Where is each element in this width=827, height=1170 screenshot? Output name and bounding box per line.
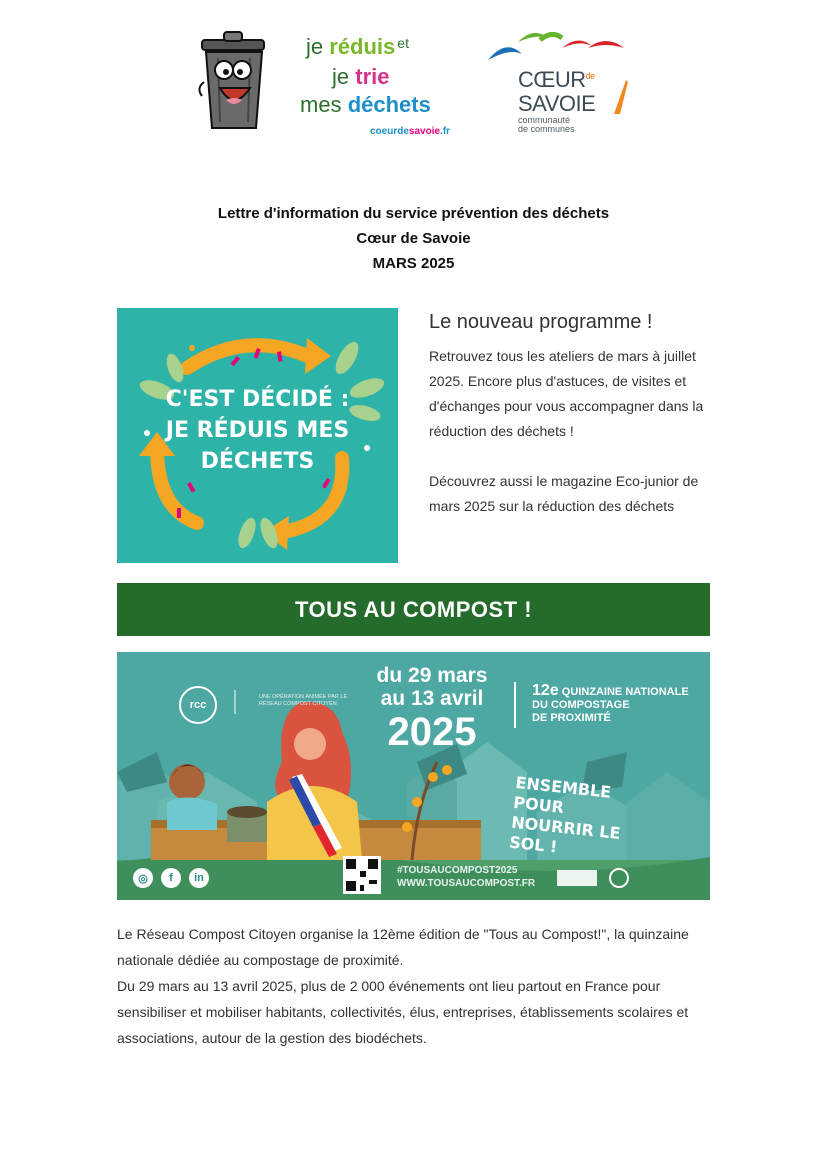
logo-website: coeurdesavoie.fr <box>370 126 451 137</box>
title-line-2: Cœur de Savoie <box>356 230 471 247</box>
facebook-icon[interactable]: f <box>161 868 181 888</box>
cds-name: $CŒUR^{de}$ SAVOIE <box>518 67 596 116</box>
feature-paragraph-1: Retrouvez tous les ateliers de mars à juillet 2025. Encore plus d'astuces, de visites et d'échanges pour vous accompagner dans la réduction des déchets ! <box>429 348 704 439</box>
cest-decide-image-text: C'EST DÉCIDÉ : JE RÉDUIS MES DÉCHETS <box>165 387 350 474</box>
poster-website: WWW.TOUSAUCOMPOST.FR <box>397 878 536 889</box>
tous-au-compost-poster[interactable] <box>117 652 710 900</box>
poster-edition: 12e QUINZAINE NATIONALE DU COMPOSTAGE DE PROXIMITÉ <box>532 682 689 724</box>
poster-dates <box>367 664 497 754</box>
logo-line-3: mes déchets <box>300 92 431 117</box>
poster-organizer-text: UNE OPÉRATION ANIMÉE PAR LE RÉSEAU COMPOST CITOYEN <box>259 694 348 707</box>
poster-hashtag: #TOUSAUCOMPOST2025 WWW.TOUSAUCOMPOST.FR <box>397 865 536 889</box>
cest-decide-program-image[interactable] <box>117 308 398 563</box>
title-line-3: MARS 2025 <box>372 255 455 272</box>
trash-bin-mascot-logo <box>196 30 276 132</box>
compost-description <box>117 921 717 1051</box>
cds-subtitle: communauté de communes <box>518 115 575 134</box>
body-paragraph-2: Du 29 mars au 13 avril 2025, plus de 2 000 événements ont lieu partout en France pour sensibiliser et mobiliser habitants, collectivités, élus, entreprises, établissements scolaires et associations, autour de la gestion des biodéchets. <box>117 978 689 1046</box>
orange-swoosh-icon <box>610 78 630 118</box>
newsletter-title <box>0 201 827 276</box>
rcc-logo: rcc <box>179 686 217 724</box>
edition-number: 12e <box>532 682 559 699</box>
body-paragraph-1: Le Réseau Compost Citoyen organise la 12ème édition de "Tous au Compost!", la quinzaine nationale dédiée au compostage de proximité. <box>117 926 689 968</box>
logo-line-1: je réduis $^{et}$ <box>306 34 409 59</box>
tous-au-compost-banner <box>117 583 710 636</box>
poster-date-line-2: au 13 avril <box>380 687 484 710</box>
linkedin-icon[interactable]: in <box>189 868 209 888</box>
poster-year: 2025 <box>387 710 477 754</box>
logo-line-2: je trie <box>332 64 390 89</box>
coeur-de-savoie-logo <box>488 26 628 144</box>
feature-paragraph-2: Découvrez aussi le magazine Eco-junior de mars 2025 sur la réduction des déchets <box>429 473 699 514</box>
instagram-icon[interactable]: ◎ <box>133 868 153 888</box>
title-line-1: Lettre d'information du service prévention des déchets <box>217 205 610 222</box>
banner-label: TOUS AU COMPOST ! <box>294 596 533 622</box>
poster-slogan: ENSEMBLE POUR NOURRIR LE SOL ! <box>508 772 622 857</box>
feature-heading: Le nouveau programme ! <box>429 311 653 333</box>
feature-text-block <box>429 311 719 519</box>
poster-date-line-1: du 29 mars <box>376 664 488 687</box>
je-reduis-et-je-trie-logo <box>298 30 478 140</box>
